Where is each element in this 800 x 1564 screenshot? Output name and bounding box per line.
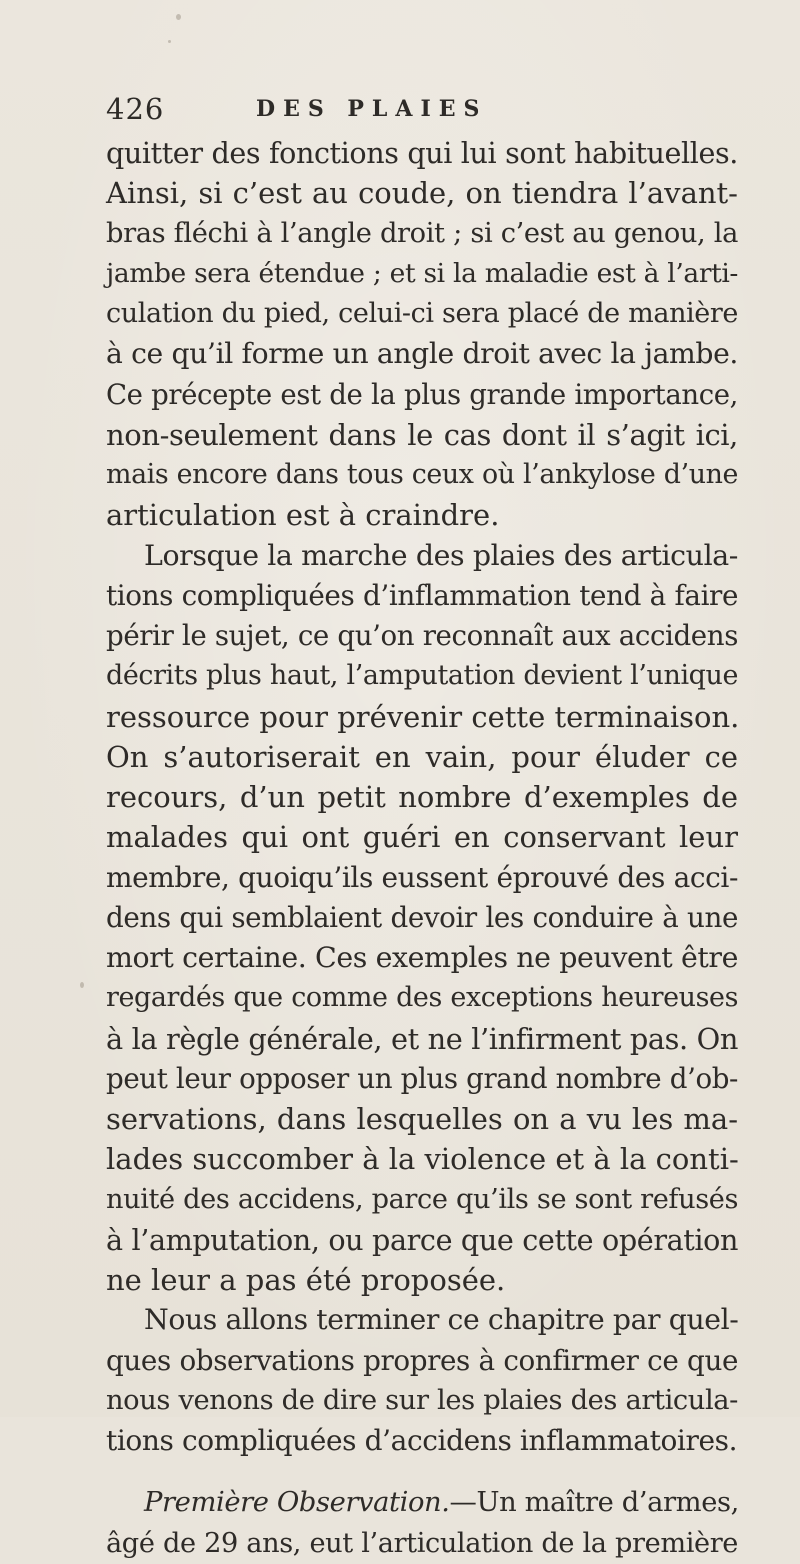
- section-gap: [106, 1461, 738, 1483]
- text-line: articulation est à craindre.: [106, 498, 500, 533]
- page-number: 426: [106, 92, 165, 126]
- text-line: ne leur a pas été proposée.: [106, 1263, 506, 1297]
- text-line: culation du pied, celui-ci sera placé de manière: [106, 298, 738, 329]
- text-line: ques observations propres à confirmer ce que: [106, 1343, 738, 1377]
- text-line: mort certaine. Ces exemples ne peuvent être: [106, 941, 738, 974]
- body-text: [106, 133, 738, 1564]
- text-line: peut leur opposer un plus grand nombre d’ob-: [106, 1061, 738, 1095]
- text-line: périr le sujet, ce qu’on reconnaît aux accidens: [106, 619, 738, 652]
- text-line: recours, d’un petit nombre d’exemples de: [106, 780, 738, 814]
- text-line: bras fléchi à l’angle droit ; si c’est au genou, la: [106, 217, 738, 249]
- running-title: DES PLAIES: [256, 96, 488, 122]
- text-line: à la règle générale, et ne l’infirment pas. On: [106, 1021, 738, 1056]
- text-line: ressource pour prévenir cette terminaison.: [106, 699, 740, 734]
- observation-heading: Première Observation.: [144, 1487, 450, 1519]
- text-line: Ce précepte est de la plus grande importance,: [106, 378, 738, 411]
- paper-spot: [176, 14, 181, 20]
- text-line: nous venons de dire sur les plaies des articula-: [106, 1384, 738, 1416]
- observation-lead: —Un maître d’armes,: [449, 1487, 739, 1519]
- text-line: membre, quoiqu’ils eussent éprouvé des acci-: [106, 860, 738, 894]
- text-line: Lorsque la marche des plaies des articula-: [144, 538, 738, 572]
- text-line: servations, dans lesquelles on a vu les ma-: [106, 1102, 738, 1136]
- text-line: malades qui ont guéri en conservant leur: [106, 820, 738, 855]
- text-line: à ce qu’il forme un angle droit avec la jambe.: [106, 337, 738, 371]
- text-line: regardés que comme des exceptions heureuses: [106, 982, 738, 1014]
- text-line: tions compliquées d’accidens inflammatoires.: [106, 1424, 738, 1457]
- text-line: On s’autoriserait en vain, pour éluder ce: [106, 739, 738, 774]
- text-line: nuité des accidens, parce qu’ils se sont refusés: [106, 1183, 738, 1215]
- text-line: non-seulement dans le cas dont il s’agit ici,: [106, 417, 738, 452]
- text-line: mais encore dans tous ceux où l’ankylose d’une: [106, 459, 738, 490]
- running-header: [106, 92, 746, 132]
- paper-spot: [168, 40, 171, 43]
- text-line: à l’amputation, ou parce que cette opération: [106, 1222, 738, 1257]
- text-line: dens qui semblaient devoir les conduire à une: [106, 900, 738, 934]
- paper-spot: [80, 982, 84, 988]
- observation-first-line: [106, 1483, 738, 1523]
- text-line: lades succomber à la violence et à la conti-: [106, 1142, 739, 1177]
- text-line: Ainsi, si c’est au coude, on tiendra l’avant-: [106, 176, 738, 211]
- text-line: âgé de 29 ans, eut l’articulation de la première: [106, 1527, 738, 1559]
- text-line: décrits plus haut, l’amputation devient l’unique: [106, 660, 738, 692]
- text-line: jambe sera étendue ; et si la maladie est à l’arti-: [106, 257, 738, 289]
- text-line: tions compliquées d’inflammation tend à faire: [106, 578, 738, 612]
- text-line: quitter des fonctions qui lui sont habituelles.: [106, 136, 738, 170]
- text-line: Nous allons terminer ce chapitre par quel-: [144, 1303, 739, 1337]
